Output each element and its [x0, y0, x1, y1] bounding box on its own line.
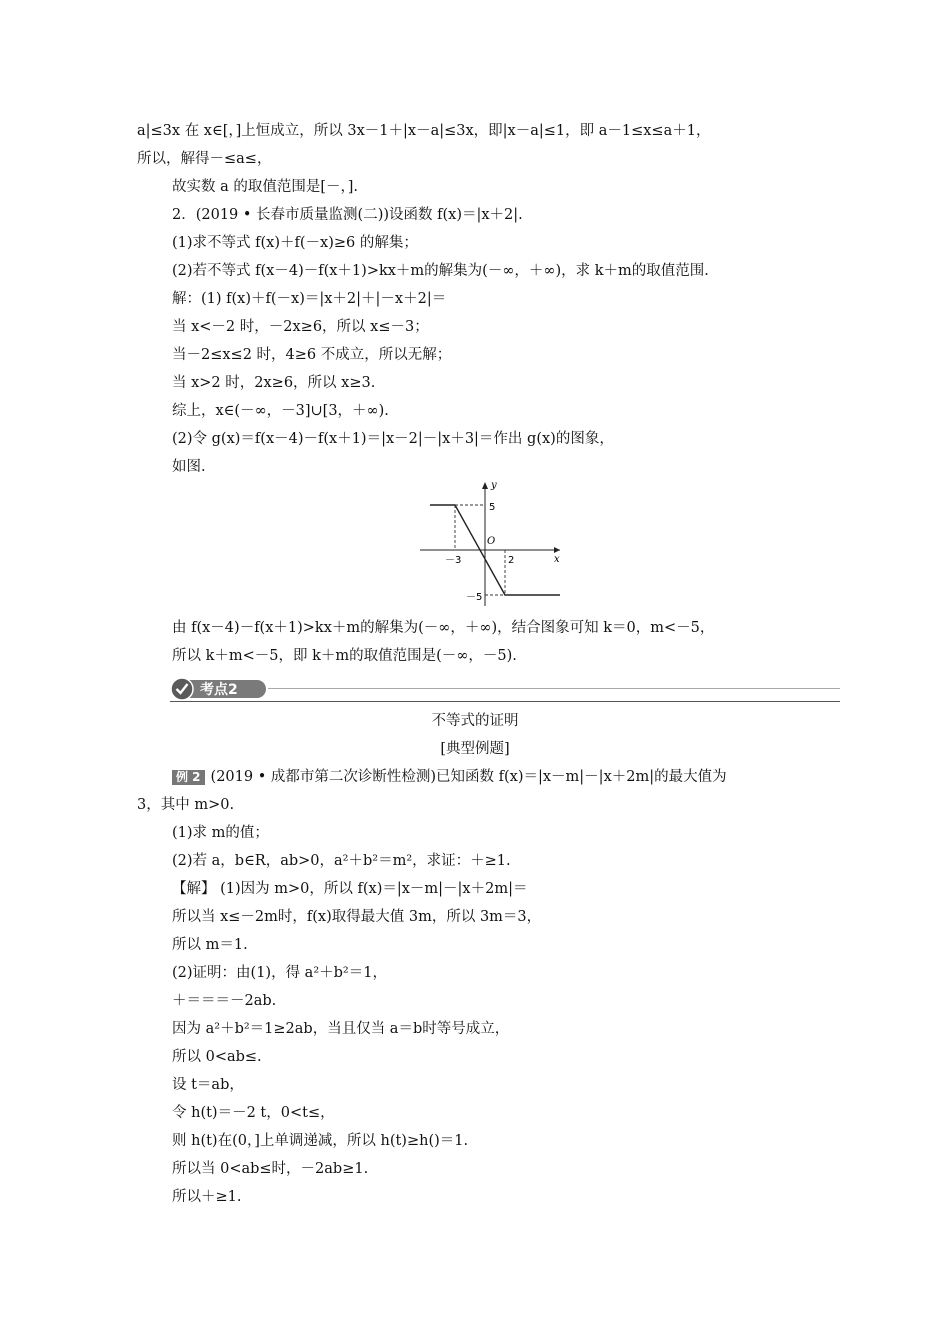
problem-heading: 2．(2019 • 长春市质量监测(二))设函数 f(x)＝|x＋2|.	[172, 207, 523, 223]
tick-label: －5	[466, 592, 483, 603]
check-icon	[171, 678, 193, 700]
section-rule	[170, 701, 840, 702]
y-axis-arrow	[482, 482, 488, 489]
example-line	[172, 767, 727, 787]
example-text: (2019 • 成都市第二次诊断性检测)已知函数 f(x)＝|x－m|－|x＋2m|的最大值为	[210, 769, 727, 785]
badge-label: 考点2	[200, 682, 238, 698]
text-line: 故实数 a 的取值范围是[－，].	[172, 179, 359, 195]
text-line: 当－2≤x≤2 时，4≥6 不成立，所以无解；	[172, 347, 452, 363]
text-line: 解：(1) f(x)＋f(－x)＝|x＋2|＋|－x＋2|＝	[172, 291, 447, 307]
text-line: 设 t＝ab，	[172, 1077, 244, 1093]
text-line: 如图.	[172, 459, 206, 475]
text-line: 当 x>2 时，2x≥6，所以 x≥3.	[172, 375, 376, 391]
text-line: 【解】 (1)因为 m>0，所以 f(x)＝|x－m|－|x＋2m|＝	[172, 881, 528, 897]
section-rule	[268, 688, 840, 689]
x-axis-label: x	[554, 554, 560, 565]
tick-label: 2	[508, 555, 515, 566]
text-line: 所以，解得－≤a≤，	[137, 151, 272, 167]
origin-label: O	[487, 536, 496, 547]
text-line: 因为 a²＋b²＝1≥2ab，当且仅当 a＝b时等号成立，	[172, 1021, 510, 1037]
section-title: 不等式的证明	[431, 713, 519, 729]
text-line: (2)证明：由(1)，得 a²＋b²＝1，	[172, 965, 387, 981]
text-line: 由 f(x－4)－f(x＋1)>kx＋m的解集为(－∞，＋∞)，结合图象可知 k＝0，m<－5，	[172, 620, 715, 636]
text-line: 则 h(t)在(0，]上单调递减，所以 h(t)≥h()＝1.	[172, 1133, 469, 1149]
kaodian-badge	[170, 677, 268, 701]
text-line: a|≤3x 在 x∈[，]上恒成立，所以 3x－1＋|x－a|≤3x，即|x－a|≤1，即 a－1≤x≤a＋1，	[137, 123, 711, 139]
text-line: 所以 k＋m<－5，即 k＋m的取值范围是(－∞，－5).	[172, 648, 517, 664]
function-graph	[418, 478, 568, 608]
text-line: 所以 m＝1.	[172, 937, 248, 953]
section-subtitle: [典型例题]	[440, 741, 510, 757]
text-line: 3，其中 m>0.	[137, 797, 235, 813]
tick-label: －3	[445, 555, 462, 566]
text-line: (2)若 a，b∈R，ab>0，a²＋b²＝m²，求证：＋≥1.	[172, 853, 511, 869]
text-line: 令 h(t)＝－2 t，0<t≤，	[172, 1105, 335, 1121]
text-line: 所以当 0<ab≤时，－2ab≥1.	[172, 1161, 369, 1177]
example-tag: 例 2	[172, 770, 205, 785]
text-line: ＋＝＝＝－2ab.	[172, 993, 277, 1009]
text-line: (2)令 g(x)＝f(x－4)－f(x＋1)＝|x－2|－|x＋3|＝作出 g(x)的图象，	[172, 431, 614, 447]
y-axis-label: y	[491, 480, 497, 491]
text-line: 综上，x∈(－∞，－3]∪[3，＋∞).	[172, 403, 389, 419]
text-line: (1)求 m的值；	[172, 825, 269, 841]
text-line: (2)若不等式 f(x－4)－f(x＋1)>kx＋m的解集为(－∞，＋∞)，求 k＋m的取值范围.	[172, 263, 709, 279]
text-line: (1)求不等式 f(x)＋f(－x)≥6 的解集；	[172, 235, 418, 251]
text-line: 当 x<－2 时，－2x≥6，所以 x≤－3；	[172, 319, 429, 335]
text-line: 所以 0<ab≤.	[172, 1049, 262, 1065]
x-axis-arrow	[554, 547, 560, 553]
text-line: 所以＋≥1.	[172, 1189, 242, 1205]
tick-label: 5	[489, 502, 496, 513]
text-line: 所以当 x≤－2m时，f(x)取得最大值 3m，所以 3m＝3，	[172, 909, 542, 925]
